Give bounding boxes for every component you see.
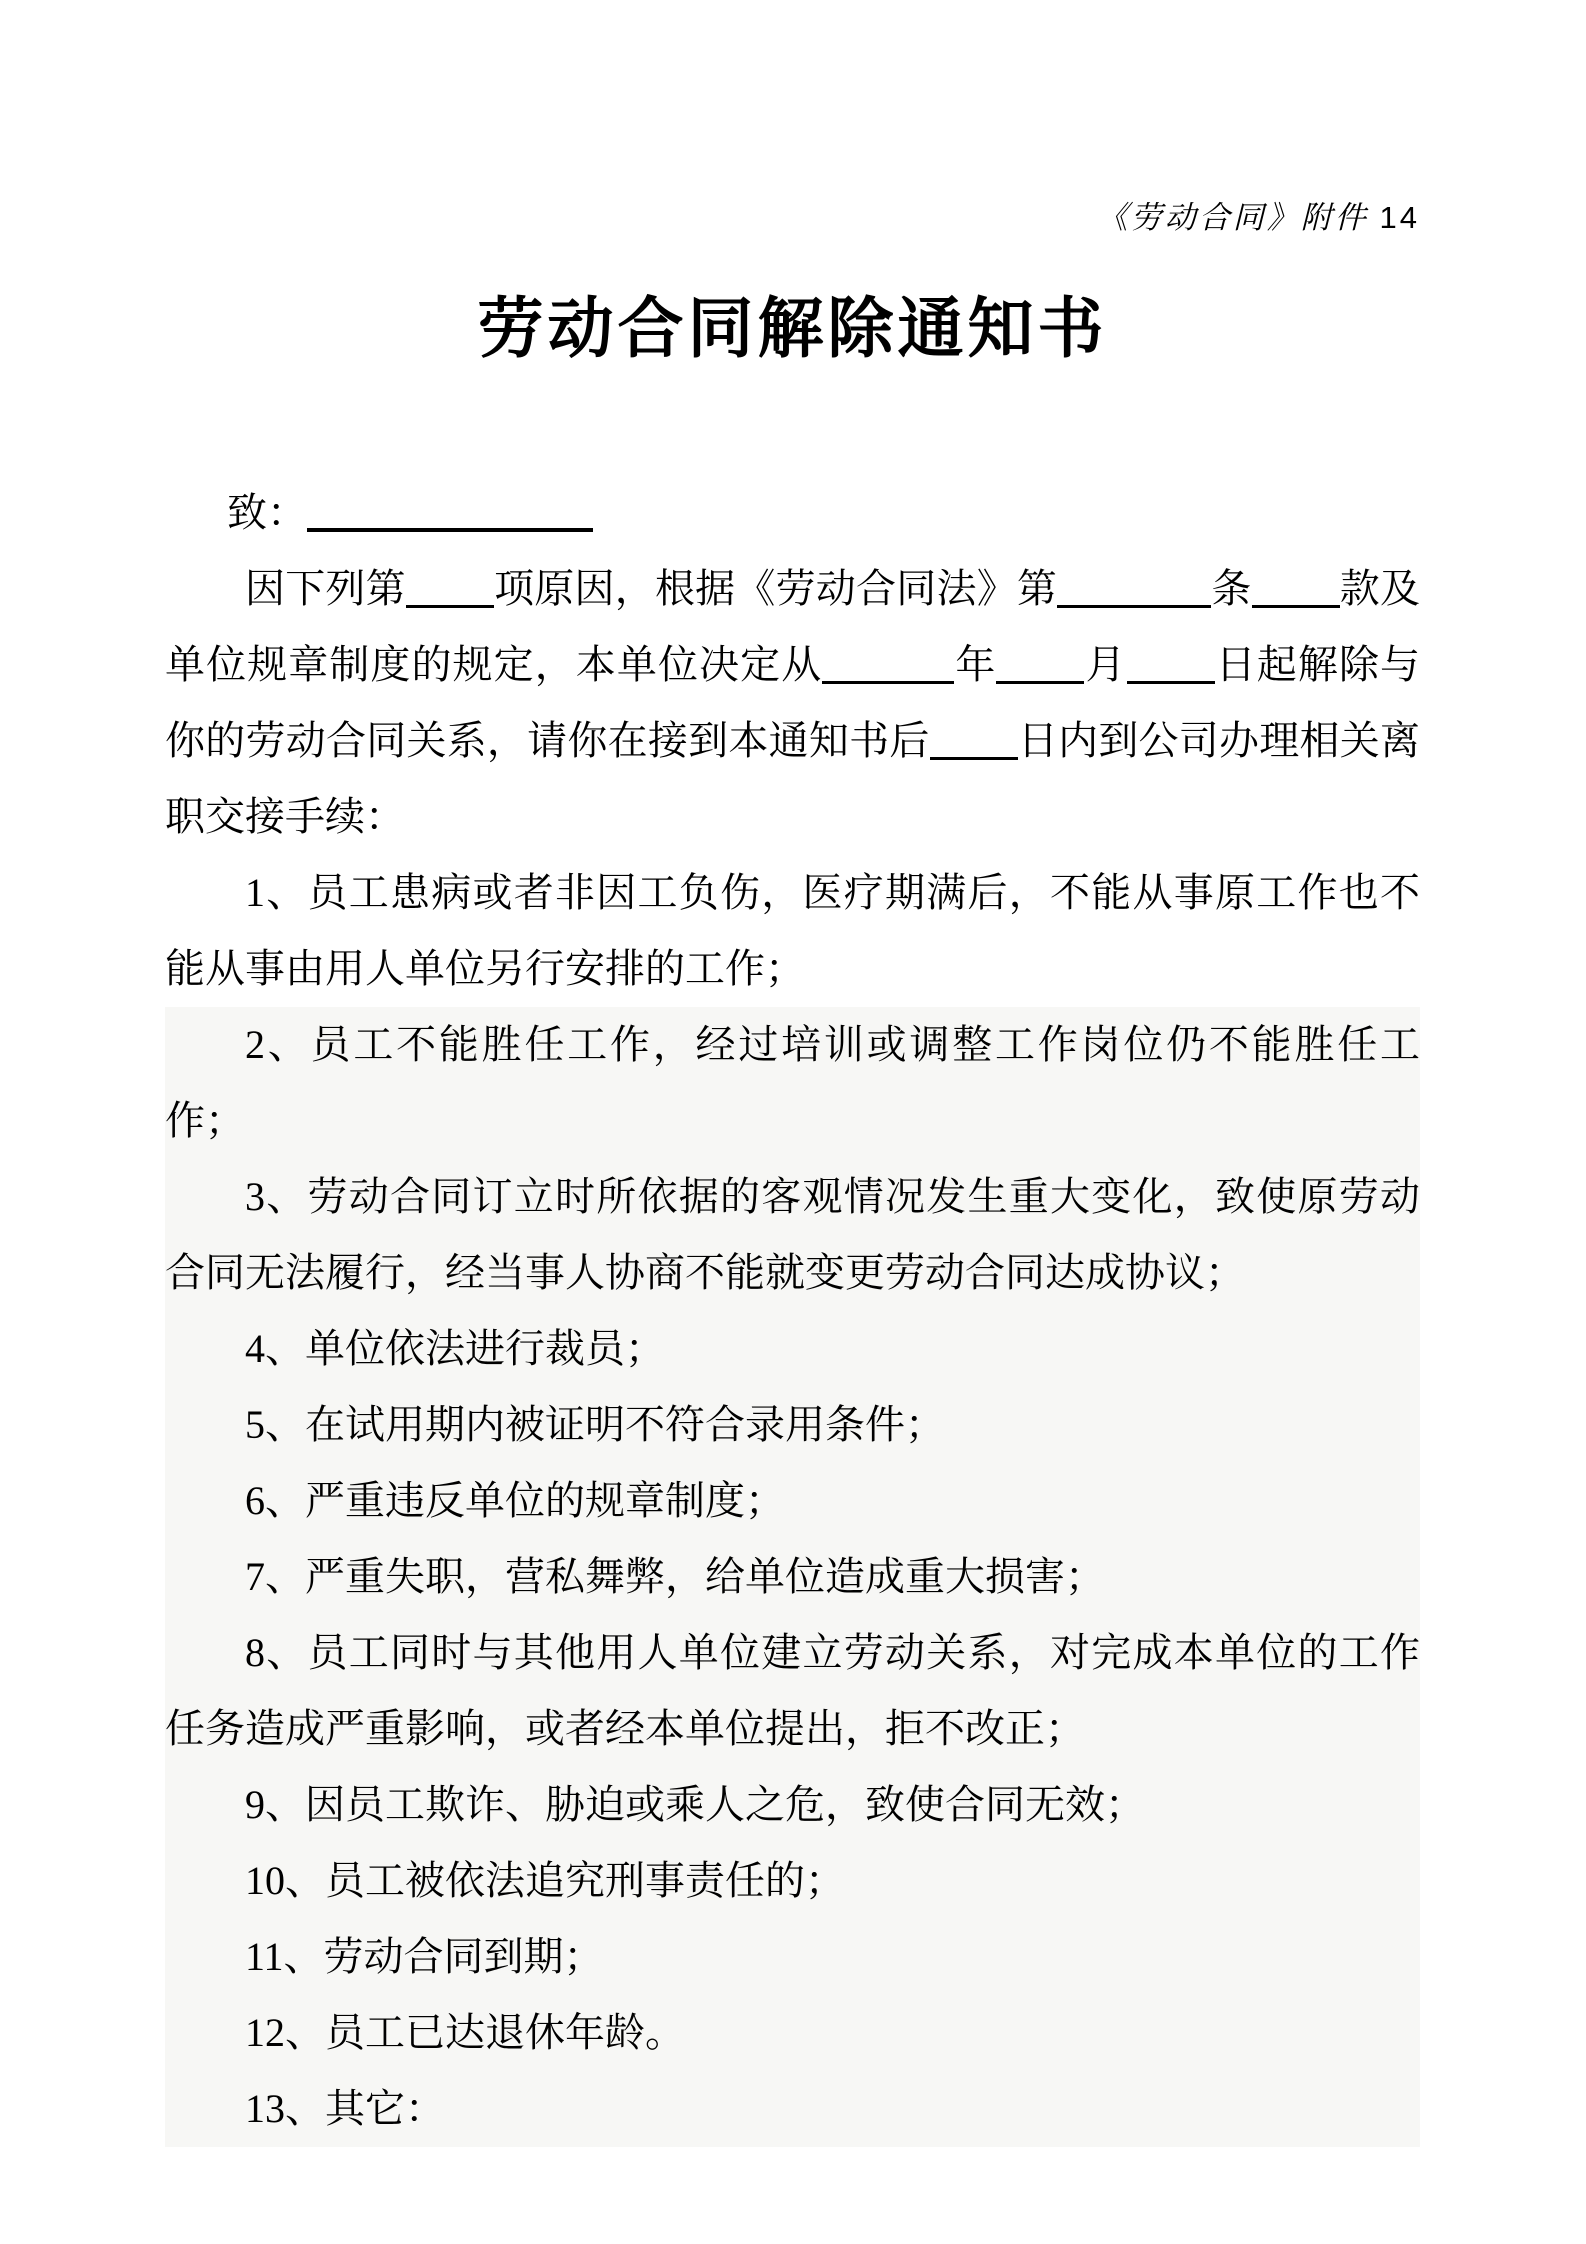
- list-item-5: 5、在试用期内被证明不符合录用条件；: [165, 1387, 1420, 1463]
- list-item-13: 13、其它：: [165, 2071, 1420, 2147]
- recipient-blank: [307, 490, 593, 535]
- page-title: 劳动合同解除通知书: [477, 293, 1108, 366]
- salutation-line: [165, 475, 1420, 551]
- list-item-9: 9、因员工欺诈、胁迫或乘人之危，致使合同无效；: [165, 1767, 1420, 1843]
- list-item-7: 7、严重失职，营私舞弊，给单位造成重大损害；: [165, 1539, 1420, 1615]
- list-item-2: 2、员工不能胜任工作，经过培训或调整工作岗位仍不能胜任工作；: [165, 1007, 1420, 1159]
- attachment-note-book: 《劳动合同》附件: [1096, 200, 1369, 235]
- list-item-11: 11、劳动合同到期；: [165, 1919, 1420, 1995]
- list-item-1: 1、员工患病或者非因工负伤，医疗期满后，不能从事原工作也不能从事由用人单位另行安排的工作；: [165, 870, 1420, 991]
- list-item-3: 3、劳动合同订立时所依据的客观情况发生重大变化，致使原劳动合同无法履行，经当事人协商不能就变更劳动合同达成协议；: [165, 1159, 1420, 1311]
- list-item-4: 4、单位依法进行裁员；: [165, 1311, 1420, 1387]
- attachment-note: [165, 198, 1420, 238]
- salutation-label: 致：: [227, 490, 307, 535]
- intro-paragraph: 因下列第 项原因，根据《劳动合同法》第 条 款及单位规章制度的规定，本单位决定从 年 月 日起解除与你的劳动合同关系，请你在接到本通知书后 日内到公司办理相关离职交接手续：: [165, 566, 1421, 839]
- list-item-6: 6、严重违反单位的规章制度；: [165, 1463, 1420, 1539]
- list-item-8: 8、员工同时与其他用人单位建立劳动关系，对完成本单位的工作任务造成严重影响，或者经本单位提出，拒不改正；: [165, 1615, 1420, 1767]
- list-item-10: 10、员工被依法追究刑事责任的；: [165, 1843, 1420, 1919]
- list-item-12: 12、员工已达退休年龄。: [165, 1995, 1420, 2071]
- attachment-note-number: 14: [1379, 200, 1420, 235]
